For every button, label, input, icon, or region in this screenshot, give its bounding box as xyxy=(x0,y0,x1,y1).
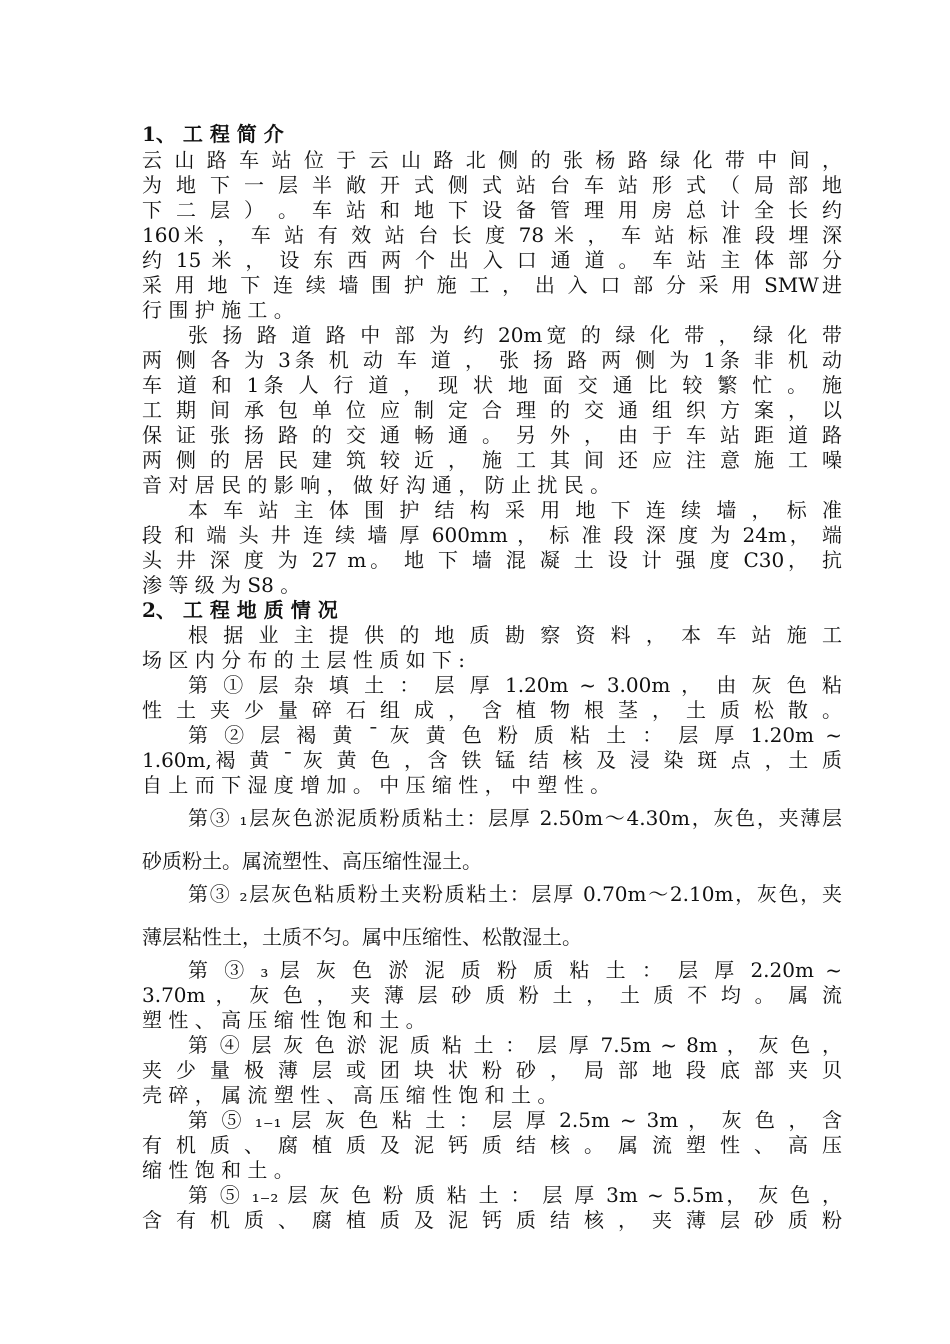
text-line: 下 二 层 ） 。 车 站 和 地 下 设 备 管 理 用 房 总 计 全 长 约 xyxy=(142,198,842,222)
text-line: 第 ⑤ ₁₋₁ 层 灰 色 粘 土 ： 层 厚 2.5m ~ 3m ， 灰 色 ， 含 xyxy=(188,1108,842,1132)
text-line: 音 对 居 民 的 影 响 ， 做 好 沟 通 ， 防 止 扰 民 。 xyxy=(142,473,611,497)
text-line: 工 期 间 承 包 单 位 应 制 定 合 理 的 交 通 组 织 方 案 ， 以 xyxy=(142,398,842,422)
text-line: 头 井 深 度 为 27 m。 地 下 墙 混 凝 土 设 计 强 度 C30， 抗 xyxy=(142,548,842,572)
section-heading-1: 1、 工 程 简 介 xyxy=(142,122,284,146)
text-line: 两 侧 各 为 3条 机 动 车 道 ， 张 扬 路 两 侧 为 1条 非 机 动 xyxy=(142,348,842,372)
text-line: 根 据 业 主 提 供 的 地 质 勘 察 资 料 ， 本 车 站 施 工 xyxy=(188,623,842,647)
text-line: 薄层粘性土，土质不匀。属中压缩性、松散湿土。 xyxy=(142,925,582,949)
text-line: 渗 等 级 为 S8 。 xyxy=(142,573,301,597)
text-line: 行 围 护 施 工 。 xyxy=(142,298,294,322)
text-line: 有 机 质 、 腐 植 质 及 泥 钙 质 结 核 。 属 流 塑 性 、 高 压 xyxy=(142,1133,842,1157)
text-line: 两 侧 的 居 民 建 筑 较 近 ， 施 工 其 间 还 应 注 意 施 工 噪 xyxy=(142,448,842,472)
text-line: 第③ ₂层灰色粘质粉土夹粉质粘土：层厚 0.70m～2.10m，灰色，夹 xyxy=(188,882,842,906)
text-line: 含 有 机 质 、 腐 植 质 及 泥 钙 质 结 核 ， 夹 薄 层 砂 质 粉 xyxy=(142,1208,842,1232)
text-line: 第③ ₁层灰色淤泥质粉质粘土：层厚 2.50m～4.30m，灰色，夹薄层 xyxy=(188,806,842,830)
text-line: 张 扬 路 道 路 中 部 为 约 20m宽 的 绿 化 带 ， 绿 化 带 xyxy=(188,323,842,347)
text-line: 第 ② 层 褐 黄 ¯ 灰 黄 色 粉 质 粘 土 ： 层 厚 1.20m ~ xyxy=(188,723,842,747)
section-heading-2: 2、 工 程 地 质 情 况 xyxy=(142,598,338,622)
text-line: 第 ⑤ ₁₋₂ 层 灰 色 粉 质 粘 土 ： 层 厚 3m ~ 5.5m， 灰 色 ， xyxy=(188,1183,842,1207)
text-line: 为 地 下 一 层 半 敞 开 式 侧 式 站 台 车 站 形 式 （ 局 部 地 xyxy=(142,173,842,197)
text-line: 约 15 米 ， 设 东 西 两 个 出 入 口 通 道 。 车 站 主 体 部 分 xyxy=(142,248,842,272)
text-line: 第 ③ ₃ 层 灰 色 淤 泥 质 粉 质 粘 土 ： 层 厚 2.20m ~ xyxy=(188,958,842,982)
text-line: 塑 性 、 高 压 缩 性 饱 和 土 。 xyxy=(142,1008,426,1032)
text-line: 采 用 地 下 连 续 墙 围 护 施 工 ， 出 入 口 部 分 采 用 SMW进 xyxy=(142,273,842,297)
text-line: 第 ① 层 杂 填 土 ： 层 厚 1.20m ~ 3.00m ， 由 灰 色 粘 xyxy=(188,673,842,697)
text-line: 砂质粉土。属流塑性、高压缩性湿土。 xyxy=(142,849,482,873)
text-line: 保 证 张 扬 路 的 交 通 畅 通 。 另 外 ， 由 于 车 站 距 道 路 xyxy=(142,423,842,447)
text-line: 壳 碎 ， 属 流 塑 性 、 高 压 缩 性 饱 和 土 。 xyxy=(142,1083,558,1107)
text-line: 性 土 夹 少 量 碎 石 组 成 ， 含 植 物 根 茎 ， 土 质 松 散 。 xyxy=(142,698,842,722)
text-line: 段 和 端 头 井 连 续 墙 厚 600mm ， 标 准 段 深 度 为 24m， 端 xyxy=(142,523,842,547)
text-line: 车 道 和 1条 人 行 道 ， 现 状 地 面 交 通 比 较 繁 忙 。 施 xyxy=(142,373,842,397)
text-line: 缩 性 饱 和 土 。 xyxy=(142,1158,294,1182)
text-line: 云 山 路 车 站 位 于 云 山 路 北 侧 的 张 杨 路 绿 化 带 中 间 ， xyxy=(142,148,842,172)
text-line: 第 ④ 层 灰 色 淤 泥 质 粘 土 ： 层 厚 7.5m ~ 8m ， 灰 色 ， xyxy=(188,1033,842,1057)
text-line: 本 车 站 主 体 围 护 结 构 采 用 地 下 连 续 墙 ， 标 准 xyxy=(188,498,842,522)
text-line: 自 上 而 下 湿 度 增 加 。 中 压 缩 性 ， 中 塑 性 。 xyxy=(142,773,611,797)
text-line: 3.70m ， 灰 色 ， 夹 薄 层 砂 质 粉 土 ， 土 质 不 均 。 属 流 xyxy=(142,983,842,1007)
text-line: 夹 少 量 极 薄 层 或 团 块 状 粉 砂 ， 局 部 地 段 底 部 夹 贝 xyxy=(142,1058,842,1082)
text-line: 160米 ， 车 站 有 效 站 台 长 度 78 米 ， 车 站 标 准 段 埋 深 xyxy=(142,223,842,247)
text-line: 场 区 内 分 布 的 土 层 性 质 如 下 : xyxy=(142,648,466,672)
text-line: 1.60m,褐 黄 ¯ 灰 黄 色 ，含 铁 锰 结 核 及 浸 染 斑 点 ，土 质 xyxy=(142,748,842,772)
